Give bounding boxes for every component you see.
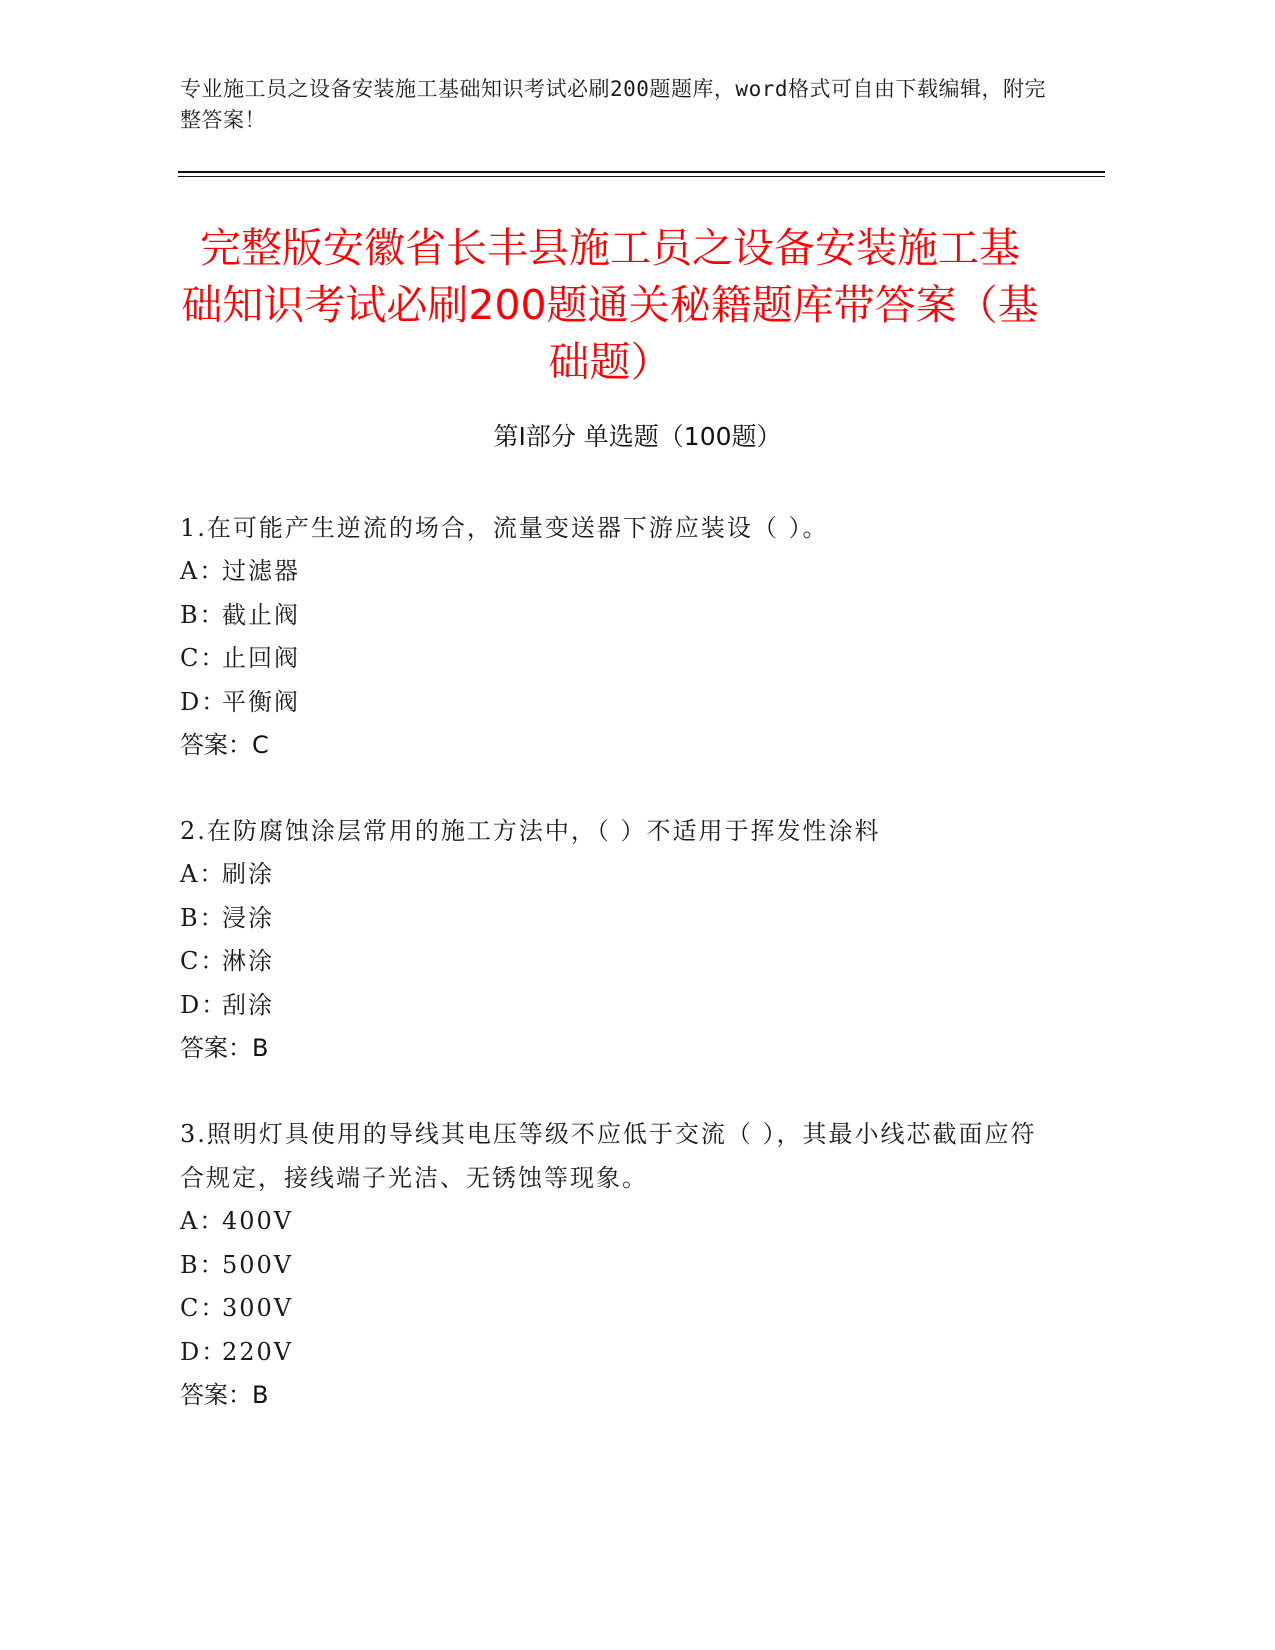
option-d bbox=[180, 1331, 1040, 1375]
option-text: 浸涂 bbox=[222, 903, 274, 932]
section-title: 第I部分 单选题（100题） bbox=[493, 422, 782, 451]
header-rule-thin bbox=[178, 176, 1105, 177]
option-b bbox=[180, 594, 1040, 638]
option-text: 刮涂 bbox=[222, 990, 274, 1019]
option-key: B： bbox=[180, 903, 226, 932]
option-key: D： bbox=[180, 687, 228, 716]
option-key: C： bbox=[180, 644, 227, 672]
option-text: 截止阀 bbox=[222, 600, 300, 629]
option-text: 500V bbox=[222, 1250, 294, 1279]
document-title: 完整版安徽省长丰县施工员之设备安装施工基础知识考试必刷200题通关秘籍题库带答案（基础题） bbox=[181, 224, 1039, 386]
option-a bbox=[180, 550, 1040, 594]
option-text: 过滤器 bbox=[222, 557, 300, 585]
option-key: C： bbox=[180, 1294, 227, 1322]
option-text: 刷涂 bbox=[222, 860, 274, 888]
question-stem: 3.照明灯具使用的导线其电压等级不应低于交流（ ），其最小线芯截面应符合规定，接线端子光洁、无锈蚀等现象。 bbox=[180, 1120, 1037, 1192]
question-stem: 1.在可能产生逆流的场合，流量变送器下游应装设（ ）。 bbox=[180, 514, 829, 542]
question-3 bbox=[180, 1112, 1040, 1417]
option-b bbox=[180, 1244, 1040, 1288]
option-c bbox=[180, 1287, 1040, 1331]
header-note: 专业施工员之设备安装施工基础知识考试必刷200题题库，word格式可自由下载编辑，附完整答案！ bbox=[180, 77, 1046, 132]
answer: 答案：B bbox=[180, 1381, 269, 1409]
option-key: C： bbox=[180, 947, 227, 975]
option-text: 400V bbox=[222, 1207, 294, 1235]
question-1 bbox=[180, 506, 1040, 767]
answer: 答案：C bbox=[180, 731, 269, 759]
header-rule-thick bbox=[178, 171, 1105, 173]
option-text: 300V bbox=[222, 1294, 294, 1322]
option-d bbox=[180, 681, 1040, 725]
question-2 bbox=[180, 809, 1040, 1070]
option-c bbox=[180, 940, 1040, 984]
option-key: D： bbox=[180, 1337, 228, 1366]
option-a bbox=[180, 853, 1040, 897]
option-c bbox=[180, 637, 1040, 681]
option-key: A： bbox=[180, 860, 226, 888]
option-key: A： bbox=[180, 557, 226, 585]
option-key: B： bbox=[180, 600, 226, 629]
option-text: 220V bbox=[222, 1337, 294, 1366]
option-text: 淋涂 bbox=[222, 947, 274, 975]
option-key: B： bbox=[180, 1250, 226, 1279]
question-stem: 2.在防腐蚀涂层常用的施工方法中，（ ）不适用于挥发性涂料 bbox=[180, 817, 881, 845]
option-d bbox=[180, 984, 1040, 1028]
option-b bbox=[180, 897, 1040, 941]
question-list bbox=[180, 506, 1040, 1459]
option-key: A： bbox=[180, 1207, 226, 1235]
option-a bbox=[180, 1200, 1040, 1244]
option-text: 止回阀 bbox=[222, 644, 300, 672]
option-key: D： bbox=[180, 990, 228, 1019]
answer: 答案：B bbox=[180, 1034, 269, 1062]
option-text: 平衡阀 bbox=[222, 687, 300, 716]
